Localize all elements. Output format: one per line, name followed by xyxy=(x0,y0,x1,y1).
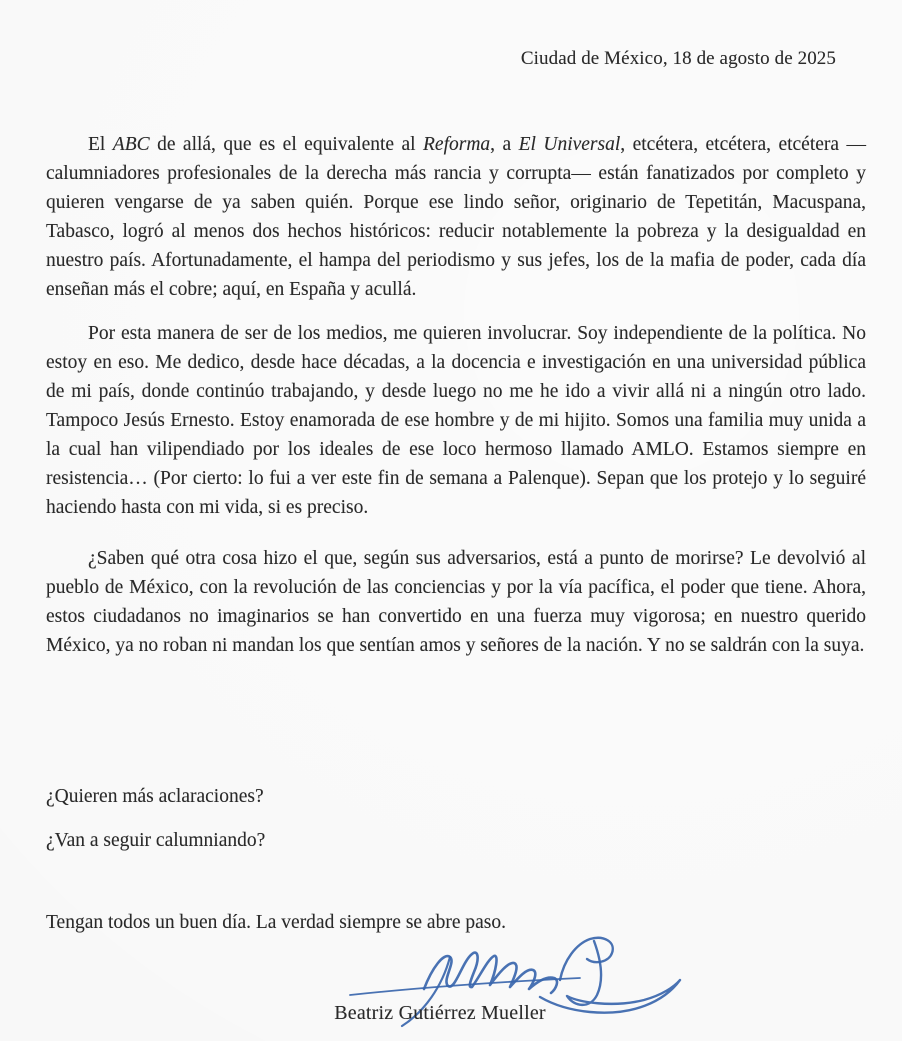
closing-line: Tengan todos un buen día. La verdad siempre se abre paso. xyxy=(46,912,506,933)
p1-text-3: , a xyxy=(490,134,519,155)
p1-text-2: de allá, que es el equivalente al xyxy=(149,134,424,155)
p1-italic-abc: ABC xyxy=(112,134,150,155)
dateline: Ciudad de México, 18 de agosto de 2025 xyxy=(520,48,836,69)
p1-italic-el-universal: El Universal xyxy=(518,134,621,155)
p1-text-1: El xyxy=(88,134,113,155)
paragraph-2: Por esta manera de ser de los medios, me quieren involucrar. Soy independiente de la política. No estoy en eso. Me dedico, desde hace décadas, a la docencia e investigación en una universidad pública de mi país, donde continúo trabajando, y desde luego no me he ido a vivir allá ni a ningún otro lado. Tampoco Jesús Ernesto. Estoy enamorada de ese hombre y de mi hijito. Somos una familia muy unida a la cual han vilipendiado por los ideales de ese loco hermoso llamado AMLO. Estamos siempre en resistencia… (Por cierto: lo fui a ver este fin de semana a Palenque). Sepan que los protejo y lo seguiré haciendo hasta con mi vida, si es preciso. xyxy=(46,323,866,518)
paragraph-1 xyxy=(46,130,866,304)
p1-text-4: , etcétera, etcétera, etcétera —calumniadores profesionales de la derecha más rancia y corrupta— están fanatizados por completo y quieren vengarse de ya saben quién. Porque ese lindo señor, originario de Tepetitán, Macuspana, Tabasco, logró al menos dos hechos históricos: reducir notablemente la pobreza y la desigualdad en nuestro país. Afortunadamente, el hampa del periodismo y sus jefes, los de la mafia de poder, cada día enseñan más el cobre; aquí, en España y acullá. xyxy=(46,134,866,300)
letter-body xyxy=(46,130,866,660)
question-line-2: ¿Van a seguir calumniando? xyxy=(46,830,266,851)
paragraph-3: ¿Saben qué otra cosa hizo el que, según sus adversarios, está a punto de morirse? Le devolvió al pueblo de México, con la revolución de las conciencias y por la vía pacífica, el poder que tiene. Ahora, estos ciudadanos no imaginarios se han convertido en una fuerza muy vigorosa; en nuestro querido México, ya no roban ni mandan los que sentían amos y señores de la nación. Y no se saldrán con la suya. xyxy=(46,548,866,656)
p1-italic-reforma: Reforma xyxy=(423,134,491,155)
signature-name: Beatriz Gutiérrez Mueller xyxy=(334,1002,546,1024)
question-line-1: ¿Quieren más aclaraciones? xyxy=(46,786,264,807)
